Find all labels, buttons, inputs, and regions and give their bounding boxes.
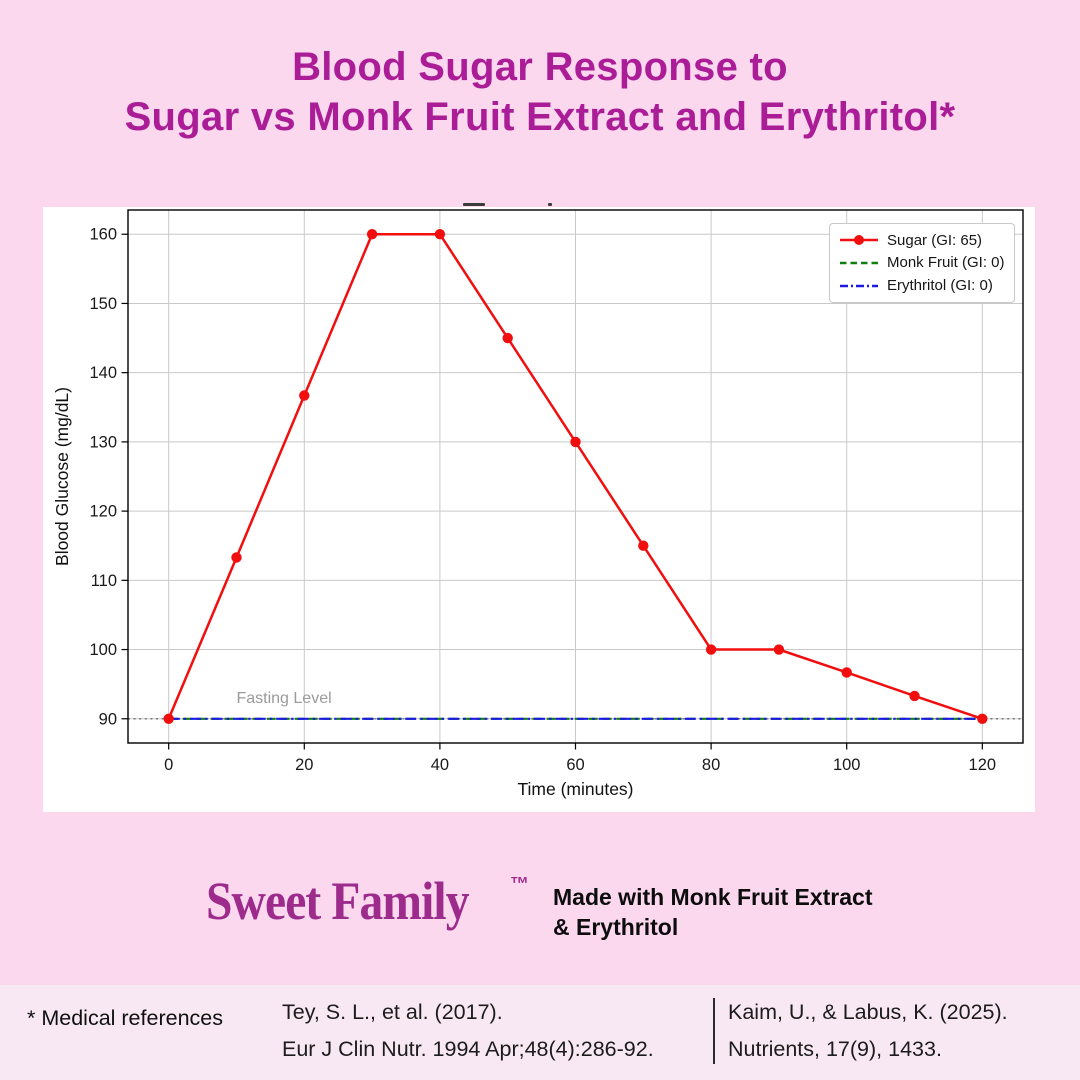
svg-text:120: 120 — [89, 502, 117, 521]
sugar-line-sample-icon — [838, 232, 880, 248]
brand-tagline — [553, 882, 872, 942]
footer-divider — [713, 998, 715, 1064]
svg-text:110: 110 — [90, 571, 117, 590]
clipped-chart-title-remnant — [548, 203, 552, 206]
page-title-line2: Sugar vs Monk Fruit Extract and Erythritol* — [124, 95, 956, 139]
svg-text:140: 140 — [89, 364, 117, 383]
brand-tagline-line2: & Erythritol — [553, 914, 679, 940]
legend-row-erythritol — [838, 277, 1006, 294]
reference-kaim-line2: Nutrients, 17(9), 1433. — [728, 1037, 942, 1061]
legend-row-monk-fruit — [838, 254, 1006, 271]
chart-panel — [43, 207, 1035, 812]
svg-text:100: 100 — [832, 756, 861, 774]
trademark-symbol: ™ — [510, 874, 529, 895]
svg-text:120: 120 — [968, 756, 997, 774]
reference-tey — [282, 994, 654, 1068]
svg-text:Blood Glucose (mg/dL): Blood Glucose (mg/dL) — [52, 387, 72, 566]
monk-fruit-line-sample-icon — [838, 255, 880, 271]
svg-text:130: 130 — [89, 433, 117, 452]
clipped-chart-title-remnant — [463, 203, 485, 206]
svg-text:20: 20 — [295, 756, 314, 774]
legend-label-monk-fruit: Monk Fruit (GI: 0) — [887, 254, 1005, 272]
svg-text:60: 60 — [566, 756, 585, 774]
page-title-line1: Blood Sugar Response to — [292, 45, 788, 89]
svg-text:Fasting Level: Fasting Level — [236, 689, 332, 707]
svg-text:90: 90 — [98, 710, 117, 729]
brand-tagline-line1: Made with Monk Fruit Extract — [553, 884, 873, 910]
reference-kaim — [728, 994, 1008, 1068]
svg-text:0: 0 — [164, 756, 174, 774]
svg-text:80: 80 — [701, 756, 721, 774]
reference-tey-line2: Eur J Clin Nutr. 1994 Apr;48(4):286-92. — [282, 1037, 654, 1061]
medical-references-label: * Medical references — [27, 1006, 223, 1030]
reference-kaim-line1: Kaim, U., & Labus, K. (2025). — [728, 1000, 1008, 1024]
brand-logo: Sweet Family — [206, 871, 469, 931]
chart-legend — [829, 223, 1015, 303]
legend-label-erythritol: Erythritol (GI: 0) — [887, 277, 993, 295]
footer — [0, 985, 1080, 1080]
legend-row-sugar — [838, 232, 1006, 249]
erythritol-line-sample-icon — [838, 278, 880, 294]
reference-tey-line1: Tey, S. L., et al. (2017). — [282, 1000, 503, 1024]
svg-text:Time (minutes): Time (minutes) — [517, 779, 634, 799]
svg-text:150: 150 — [89, 294, 117, 313]
svg-text:40: 40 — [430, 756, 450, 774]
page-title — [0, 42, 1080, 142]
svg-text:160: 160 — [89, 225, 117, 244]
legend-label-sugar: Sugar (GI: 65) — [887, 231, 983, 249]
svg-text:100: 100 — [89, 641, 117, 660]
